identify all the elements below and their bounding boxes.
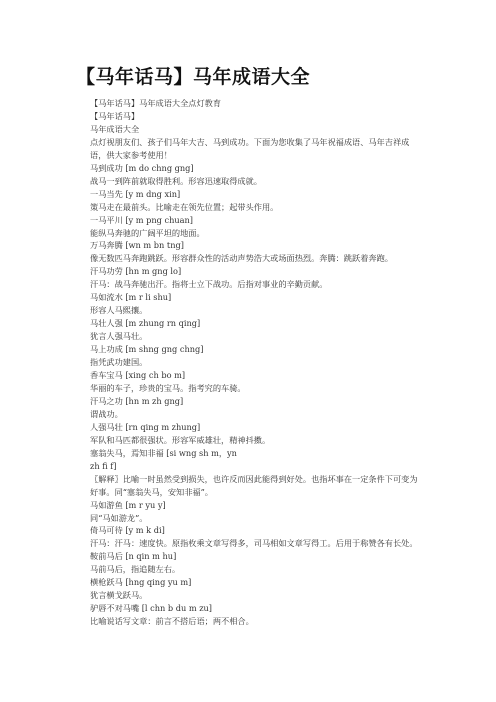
idiom-entry: 汗马功劳 [hn m gng lo] xyxy=(90,266,182,277)
idiom-entry: 一马平川 [y m png chuan] xyxy=(90,214,193,225)
idiom-entry: 万马奔腾 [wn m bn tng] xyxy=(90,240,184,251)
idiom-entry: 汗马之功 [hn m zh gng] xyxy=(90,395,184,406)
idiom-entry: 马如流水 [m r li shu] xyxy=(90,292,172,303)
text-line: 马年成语大全 xyxy=(90,123,140,134)
idiom-meaning: 比喻说话写文章：前言不搭后语；两不相合。 xyxy=(90,616,254,627)
idiom-meaning: 〖解释〗比喻一时虽然受到损失，也许反而因此能得到好处。也指坏事在一定条件下可变为好事。同“塞翁失马，安知非福”。 xyxy=(90,473,418,497)
idiom-meaning: 军队和马匹都很强状。形容军威雄壮，精神抖擞。 xyxy=(90,434,271,445)
idiom-entry: 塞翁失马，焉知非福 [si wng sh m，yn xyxy=(90,447,237,458)
idiom-entry: 人强马壮 [rn qing m zhung] xyxy=(90,421,201,432)
idiom-meaning: 马前马后，指追随左右。 xyxy=(90,564,181,575)
idiom-meaning: 犹言人强马壮。 xyxy=(90,331,148,342)
idiom-entry: 鞍前马后 [n qin m hu] xyxy=(90,551,177,562)
idiom-entry: 马到成功 [m do chng gng] xyxy=(90,162,194,173)
idiom-meaning: 犹言横戈跃马。 xyxy=(90,590,148,601)
idiom-meaning: 谓战功。 xyxy=(90,408,123,419)
idiom-meaning: 形容人马熙攘。 xyxy=(90,305,148,316)
text-line: 【马年话马】 xyxy=(90,110,140,121)
text-line: 点灯视朋友们、孩子们马年大吉、马到成功。下面为您收集了马年祝福成语、马年吉祥成语，供大家参考使用！ xyxy=(90,136,410,160)
idiom-entry: 一马当先 [y m dng xin] xyxy=(90,188,181,199)
document-body xyxy=(76,97,420,628)
idiom-meaning: 战马一到阵前就取得胜利。形容迅速取得成就。 xyxy=(90,175,262,186)
idiom-entry: zh fi f] xyxy=(90,460,117,471)
idiom-entry: 香车宝马 [xing ch bo m] xyxy=(90,370,186,381)
idiom-meaning: 策马走在最前头。比喻走在领先位置；起带头作用。 xyxy=(90,201,279,212)
page-title: 【马年话马】马年成语大全 xyxy=(76,66,311,88)
idiom-meaning: 汗马：战马奔驰出汗。指将士立下战功。后指对事业的辛勤贡献。 xyxy=(90,279,328,290)
idiom-entry: 马上功成 [m shng gng chng] xyxy=(90,344,204,355)
idiom-entry: 倚马可待 [y m k di] xyxy=(90,525,165,536)
text-line: 【马年话马】马年成语大全点灯教育 xyxy=(90,98,222,108)
idiom-meaning: 指凭武功建国。 xyxy=(90,357,148,368)
idiom-meaning: 同“马如游龙”。 xyxy=(90,512,148,523)
idiom-entry: 马如游鱼 [m r yu y] xyxy=(90,499,166,510)
idiom-meaning: 汗马：汗马：速度快。原指枚乘文章写得多，司马相如文章写得工。后用于称赞各有长处。 xyxy=(90,538,418,549)
idiom-entry: 马壮人强 [m zhung rn qing] xyxy=(90,318,201,329)
idiom-entry: 驴唇不对马嘴 [l chn b du m zu] xyxy=(90,603,212,614)
idiom-meaning: 华丽的车子，珍贵的宝马。指考究的车骑。 xyxy=(90,382,246,393)
idiom-meaning: 像无数匹马奔跑跳跃。形容群众性的活动声势浩大或场面热烈。奔腾：跳跃着奔跑。 xyxy=(90,253,393,264)
idiom-meaning: 能纵马奔驰的广阔平坦的地面。 xyxy=(90,227,205,238)
idiom-entry: 横枪跃马 [hng qing yu m] xyxy=(90,577,192,588)
